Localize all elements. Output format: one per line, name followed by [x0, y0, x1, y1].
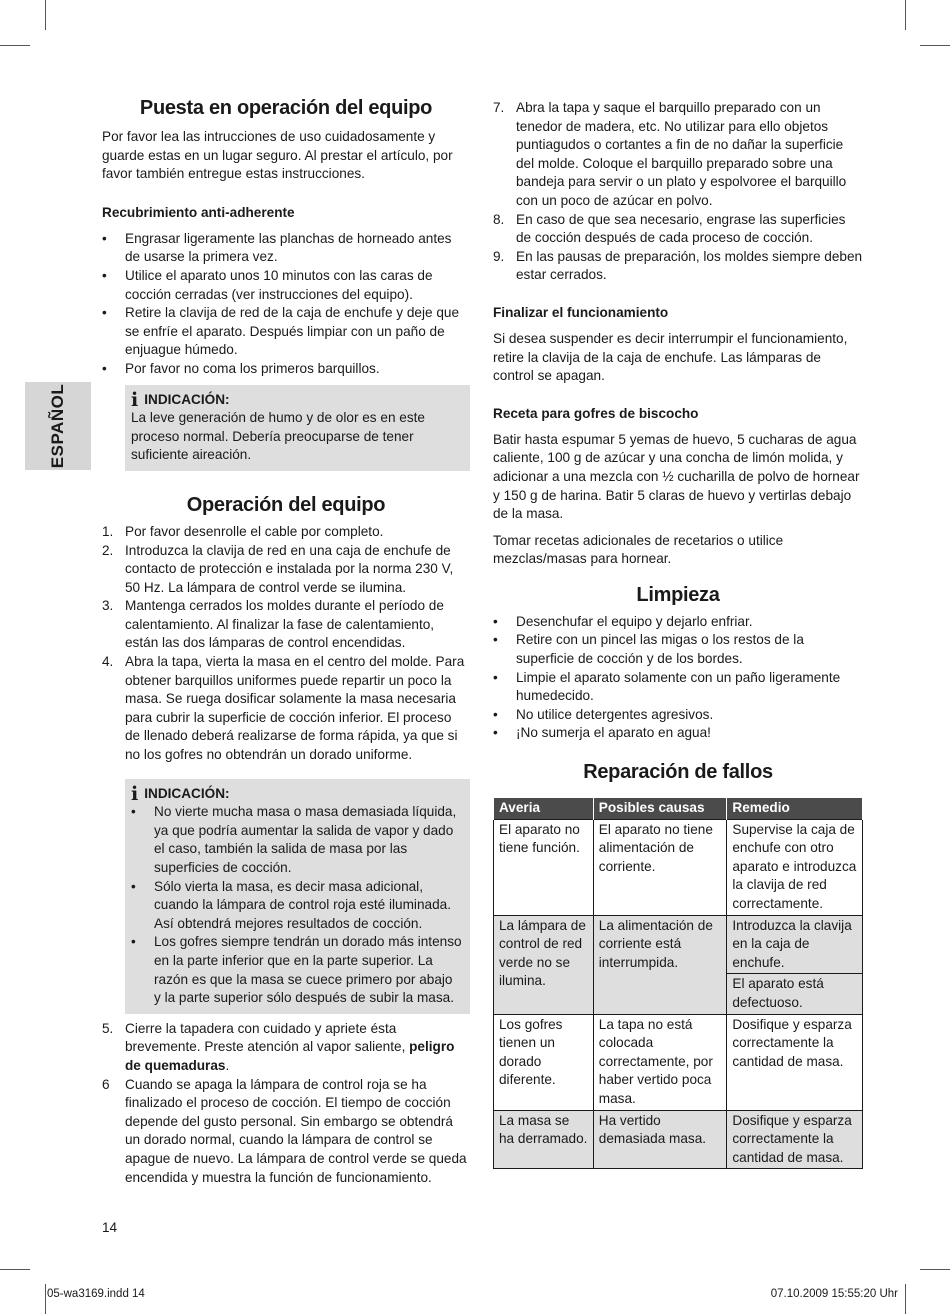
right-column	[493, 99, 863, 1169]
step-item: 6 Cuando se apaga la lámpara de control roja se ha finalizado el proceso de cocción. El tiempo de cocción depende del gusto personal. Sin embargo se obtendrá un dorado normal, cuando la lámpara de control se apague de nuevo. La lámpara de control verde se queda encendida y muestra la función de funcionamiento.	[102, 1076, 467, 1185]
note-list	[131, 803, 462, 1008]
table-cell: Dosifique y esparza correctamente la cantidad de masa.	[727, 1014, 863, 1110]
list-item: • Retire la clavija de red de la caja de enchufe y deje que se enfríe el aparato. Después limpiar con un paño de enjuague húmedo.	[102, 305, 460, 358]
table-row	[494, 1014, 863, 1110]
list-item: • ¡No sumerja el aparato en agua!	[493, 725, 711, 741]
table-cell: Introduzca la clavija en la caja de enchufe.	[727, 915, 863, 974]
crop-mark	[920, 45, 950, 46]
table-cell: La masa se ha derramado.	[494, 1110, 594, 1169]
crop-mark	[905, 0, 906, 30]
heading-recubrimiento: Recubrimiento anti-adherente	[102, 204, 295, 220]
table-header: Remedio	[727, 798, 863, 820]
crop-mark	[0, 1269, 30, 1270]
heading-operacion: Operación del equipo	[186, 493, 386, 516]
list-item: • Limpie el aparato solamente con un paño ligeramente humedecido.	[493, 669, 841, 704]
crop-mark	[920, 1269, 950, 1270]
list-item: • Sólo vierta la masa, es decir masa adicional, cuando la lámpara de control roja esté iluminada. Así obtendrá mejores resultados de cocción.	[131, 878, 451, 931]
note-title: i INDICACIÓN:	[131, 782, 230, 805]
table-cell: Dosifique y esparza correctamente la cantidad de masa.	[727, 1110, 863, 1169]
list-item: • No vierte mucha masa o masa demasiada líquida, ya que podría aumentar la salida de vapor y dado el caso, también la salida de masa por las superficies de cocción.	[131, 804, 457, 875]
table-cell: Supervise la caja de enchufe con otro aparato e introduzca la clavija de red correctamente.	[727, 819, 863, 915]
steps-list-a2	[102, 1020, 470, 1187]
crop-mark	[45, 1284, 46, 1314]
step-item: 7. Abra la tapa y saque el barquillo preparado con un tenedor de madera, etc. No utilizar para ello objetos puntiagudos o cortantes a fin de no dañar la superficie del molde. Coloque el barquillo preparado sobre una bandeja para servir o un plato y espolvoree el barquillo con un poco de azúcar en polvo.	[493, 100, 847, 208]
table-cell: La alimentación de corriente está interrumpida.	[593, 915, 727, 1014]
page-number: 14	[102, 1220, 118, 1235]
steps-list-a	[102, 523, 470, 765]
table-cell: La tapa no está colocada correctamente, por haber vertido poca masa.	[593, 1014, 727, 1110]
heading-puesta: Puesta en operación del equipo	[139, 97, 433, 119]
note-text: La leve generación de humo y de olor es en este proceso normal. Debería preocuparse de tener suficiente aireación.	[131, 410, 425, 463]
table-cell: Los gofres tienen un dorado diferente.	[494, 1014, 594, 1110]
table-cell: El aparato no tiene alimentación de corriente.	[593, 819, 727, 915]
table-header: Posibles causas	[593, 798, 727, 820]
intro-paragraph: Por favor lea las intrucciones de uso cuidadosamente y guarde estas en un lugar seguro. Al prestar el artículo, por favor también entregue estas instrucciones.	[102, 129, 453, 182]
language-tab-label: ESPAÑOL	[48, 383, 67, 469]
table-row	[494, 819, 863, 915]
table-cell: La lámpara de control de red verde no se ilumina.	[494, 915, 594, 1014]
table-row	[494, 1110, 863, 1169]
heading-receta: Receta para gofres de biscocho	[493, 405, 699, 421]
troubleshooting-table	[493, 797, 863, 1169]
step-item: 4. Abra la tapa, vierta la masa en el centro del molde. Para obtener barquillos uniformes puede repartir un poco la masa. Se ruega dosificar solamente la masa necesaria para cubrir la superficie de cocción inferior. El proceso de llenado deberá realizarse de forma rápida, ya que si no los gofres no obtendrán un dorado uniforme.	[102, 654, 465, 763]
slug-timestamp: 07.10.2009 15:55:20 Uhr	[770, 1288, 898, 1300]
note-title: i INDICACIÓN:	[131, 388, 230, 411]
info-icon: i	[131, 388, 139, 411]
step-item: 2. Introduzca la clavija de red en una caja de enchufe de contacto de protección e instalada por la norma 230 V, 50 Hz. La lámpara de control verde se ilumina.	[102, 542, 454, 595]
list-item: • No utilice detergentes agresivos.	[493, 706, 714, 722]
step-item: 9. En las pausas de preparación, los moldes siempre deben estar cerrados.	[493, 248, 863, 283]
info-icon: i	[131, 782, 139, 805]
slug-file: 05-wa3169.indd 14	[47, 1288, 145, 1300]
step-item: 3. Mantenga cerrados los moldes durante el período de calentamiento. Al finalizar la fase de calentamiento, están las dos lámparas de control encendidas.	[102, 598, 444, 651]
list-item: • Desenchufar el equipo y dejarlo enfriar.	[493, 613, 753, 629]
limpieza-list	[493, 613, 863, 743]
heading-reparacion: Reparación de fallos	[583, 761, 773, 784]
crop-mark	[45, 0, 46, 30]
step-item: 5. Cierre la tapadera con cuidado y apriete ésta brevemente. Preste atención al vapor saliente, peligro de quemaduras.	[102, 1020, 455, 1073]
left-column	[102, 96, 470, 1187]
crop-mark	[0, 45, 30, 46]
list-item: • Engrasar ligeramente las planchas de horneado antes de usarse la primera vez.	[102, 230, 452, 265]
table-cell: El aparato está defectuoso.	[727, 974, 863, 1014]
list-item: • Retire con un pincel las migas o los restos de la superficie de cocción y de los bordes.	[493, 632, 804, 667]
list-item: • Los gofres siempre tendrán un dorado más intenso en la parte inferior que en la parte superior. La razón es que la masa se cuece primero por abajo y la parte superior sólo después de subir la masa.	[131, 934, 462, 1006]
receta-paragraph-1: Batir hasta espumar 5 yemas de huevo, 5 cucharas de agua caliente, 100 g de azúcar y una concha de limón molida, y adicionar a una mezcla con ½ cucharilla de polvo de hornear y 150 g de harina. Batir 5 claras de huevo y vertirlas debajo de la masa.	[493, 431, 860, 522]
steps-list-b	[493, 99, 863, 285]
step-item: 8. En caso de que sea necesario, engrase las superficies de cocción después de cada proceso de cocción.	[493, 211, 846, 246]
crop-mark	[905, 1284, 906, 1314]
warning-text: peligro de quemaduras	[125, 1039, 455, 1073]
table-cell: El aparato no tiene función.	[494, 819, 594, 915]
table-row	[494, 915, 863, 974]
receta-paragraph-2: Tomar recetas adicionales de recetarios o utilice mezclas/masas para hornear.	[493, 532, 784, 567]
recubrimiento-list	[102, 230, 470, 379]
table-cell: Ha vertido demasiada masa.	[593, 1110, 727, 1169]
list-item: • Utilice el aparato unos 10 minutos con las caras de cocción cerradas (ver instrucciones del equipo).	[102, 267, 433, 302]
step-item: 1. Por favor desenrolle el cable por completo.	[102, 523, 384, 539]
list-item: • Por favor no coma los primeros barquillos.	[102, 360, 380, 376]
table-header: Averia	[494, 798, 594, 820]
heading-limpieza: Limpieza	[636, 583, 720, 606]
note-box-2	[125, 779, 470, 1014]
note-box-1	[125, 385, 470, 471]
heading-finalizar: Finalizar el funcionamiento	[493, 304, 669, 320]
table-header-row	[494, 798, 863, 820]
language-tab	[25, 382, 91, 470]
finalizar-paragraph: Si desea suspender es decir interrumpir el funcionamiento, retire la clavija de la caja de enchufe. Las lámparas de control se apagan.	[493, 330, 848, 384]
